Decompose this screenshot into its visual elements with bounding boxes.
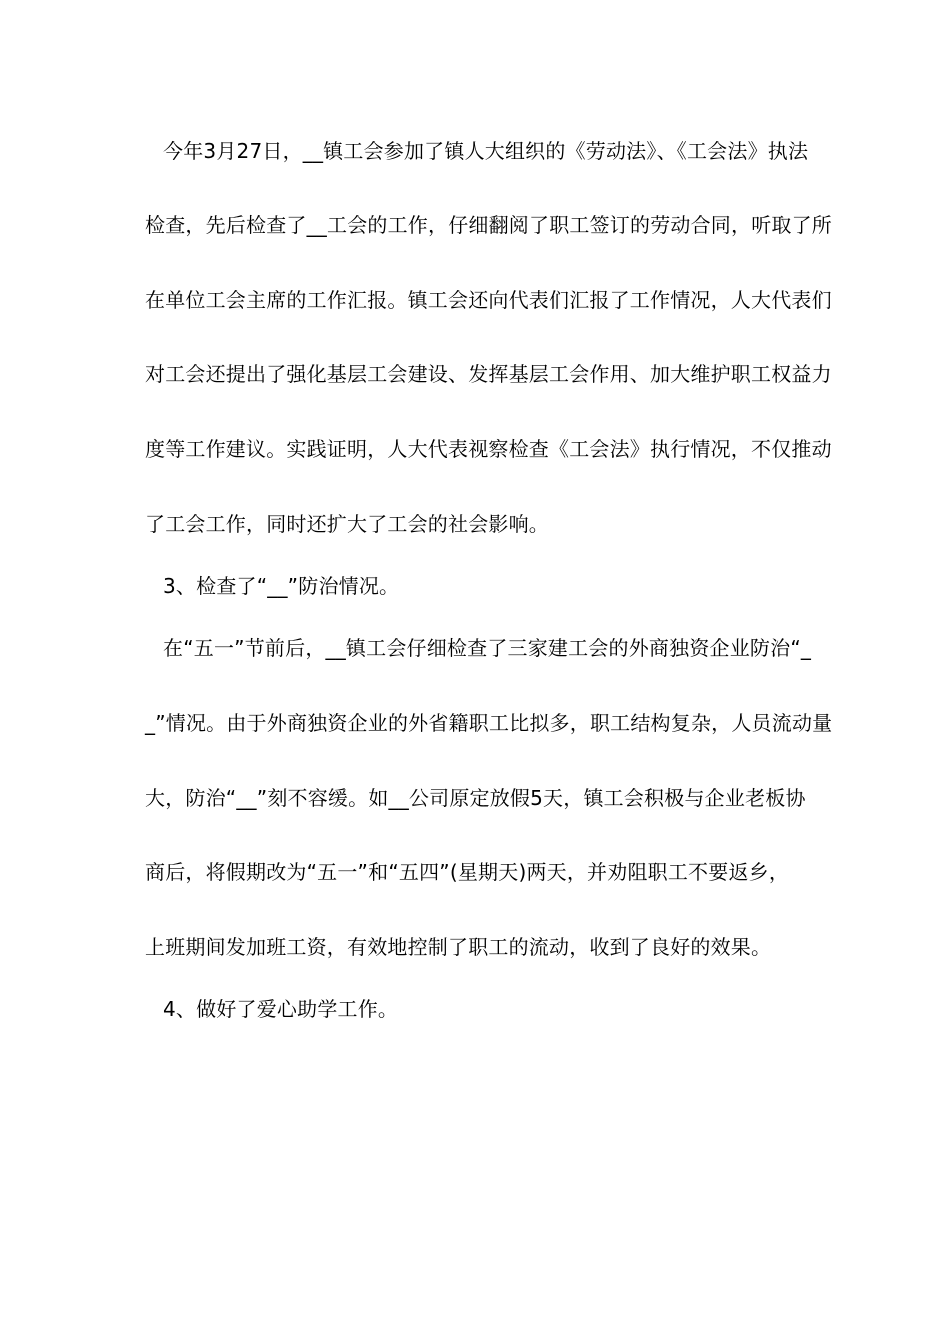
paragraph-line: 对工会还提出了强化基层工会建设、发挥基层工会作用、加大维护职工权益力: [145, 362, 832, 386]
paragraph-line: 在“五一”节前后，__镇工会仔细检查了三家建工会的外商独资企业防治“_: [163, 636, 812, 660]
paragraph-line: 检查，先后检查了__工会的工作，仔细翻阅了职工签订的劳动合同，听取了所: [145, 213, 832, 237]
paragraph-line: _”情况。由于外商独资企业的外省籍职工比拟多，职工结构复杂，人员流动量: [145, 711, 833, 735]
paragraph-line: 今年3月27日，__镇工会参加了镇人大组织的《劳动法》、《工会法》执法: [163, 139, 809, 163]
paragraph-line: 上班期间发加班工资，有效地控制了职工的流动，收到了良好的效果。: [145, 935, 772, 959]
paragraph-line: 大，防治“__”刻不容缓。如__公司原定放假5天，镇工会积极与企业老板协: [145, 786, 806, 810]
section-heading: 3、检查了“__”防治情况。: [163, 574, 400, 598]
paragraph-line: 了工会工作，同时还扩大了工会的社会影响。: [145, 512, 549, 536]
section-heading: 4、做好了爱心助学工作。: [163, 997, 399, 1021]
paragraph-line: 度等工作建议。实践证明，人大代表视察检查《工会法》执行情况，不仅推动: [145, 437, 832, 461]
paragraph-line: 商后，将假期改为“五一”和“五四”(星期天)两天，并劝阻职工不要返乡，: [145, 860, 790, 884]
paragraph-line: 在单位工会主席的工作汇报。镇工会还向代表们汇报了工作情况，人大代表们: [145, 288, 832, 312]
